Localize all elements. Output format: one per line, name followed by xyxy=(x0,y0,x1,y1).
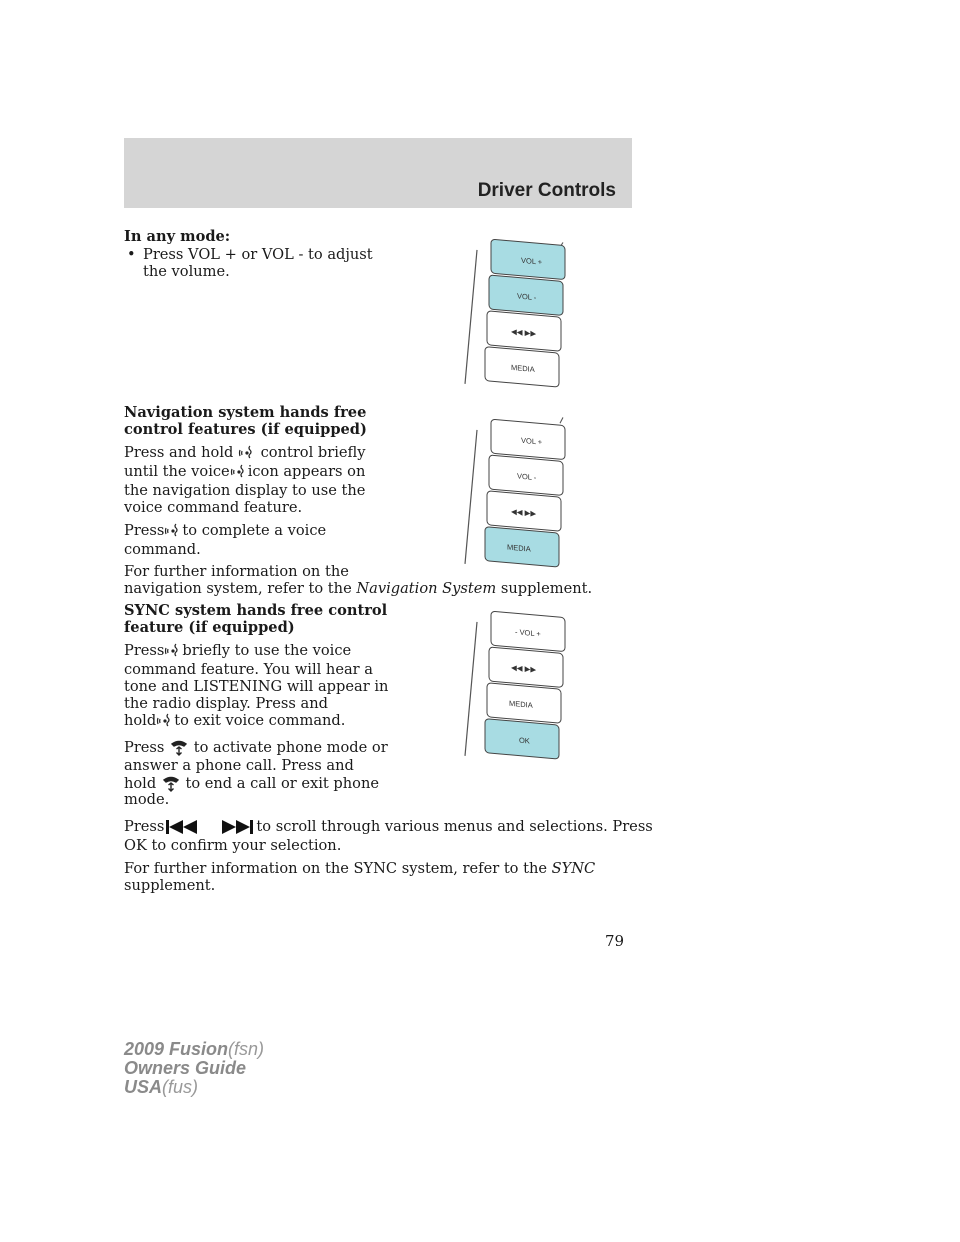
sync-line-11: OK to confirm your selection. xyxy=(124,837,342,854)
svg-text:MEDIA: MEDIA xyxy=(509,698,533,710)
voice-icon xyxy=(156,712,174,730)
sync-line-12: For further information on the SYNC system, refer to the SYNC xyxy=(124,860,596,877)
nav-line-7: For further information on the xyxy=(124,563,349,580)
nav-line-2: until the voice icon appears on xyxy=(124,463,366,480)
any-mode-line-1: Press VOL + or VOL - to adjust xyxy=(143,246,373,263)
nav-line-6: command. xyxy=(124,541,201,558)
sync-line-6: Press to activate phone mode or xyxy=(124,739,388,756)
page-number: 79 xyxy=(605,932,625,950)
svg-text:VOL +: VOL + xyxy=(521,255,543,267)
sync-line-5: hold to exit voice command. xyxy=(124,712,346,729)
sync-heading-2: feature (if equipped) xyxy=(124,619,295,636)
svg-text:VOL -: VOL - xyxy=(517,471,537,483)
nav-heading-2: control features (if equipped) xyxy=(124,421,367,438)
sync-line-1: Press briefly to use the voice xyxy=(124,642,352,659)
any-mode-line-2: the volume. xyxy=(143,263,230,280)
nav-heading-1: Navigation system hands free xyxy=(124,404,367,421)
seek-arrows-icon xyxy=(164,818,256,836)
steering-controls-illustration-sync xyxy=(455,600,575,762)
sync-line-2: command feature. You will hear a xyxy=(124,661,373,678)
nav-line-4: voice command feature. xyxy=(124,499,303,516)
header-band xyxy=(124,138,632,208)
phone-icon xyxy=(169,738,189,758)
svg-text:OK: OK xyxy=(519,735,530,746)
nav-line-3: the navigation display to use the xyxy=(124,482,366,499)
steering-controls-illustration-vol xyxy=(455,228,575,388)
svg-text:VOL -: VOL - xyxy=(517,291,537,303)
svg-text:◀◀ ▶▶: ◀◀ ▶▶ xyxy=(511,506,537,519)
sync-line-3: tone and LISTENING will appear in xyxy=(124,678,389,695)
footer: 2009 Fusion(fsn) Owners Guide USA(fus) xyxy=(124,1039,265,1097)
svg-text:MEDIA: MEDIA xyxy=(511,362,535,374)
svg-text:◀◀ ▶▶: ◀◀ ▶▶ xyxy=(511,662,537,675)
section-title: Driver Controls xyxy=(477,180,616,201)
bullet: • xyxy=(127,246,136,263)
sync-line-9: mode. xyxy=(124,791,170,808)
steering-controls-illustration-nav xyxy=(455,408,575,570)
voice-icon xyxy=(238,444,256,462)
any-mode-heading: In any mode: xyxy=(124,228,231,245)
sync-line-10: Press to scroll through various menus and selections. Press xyxy=(124,818,653,835)
svg-text:◀◀ ▶▶: ◀◀ ▶▶ xyxy=(511,326,537,339)
svg-text:MEDIA: MEDIA xyxy=(507,542,531,554)
voice-icon xyxy=(164,522,182,540)
nav-line-5: Press to complete a voice xyxy=(124,522,327,539)
nav-line-8: navigation system, refer to the Navigation System supplement. xyxy=(124,580,593,597)
sync-line-4: the radio display. Press and xyxy=(124,695,328,712)
svg-text:- VOL +: - VOL + xyxy=(515,627,541,639)
nav-line-1: Press and hold control briefly xyxy=(124,444,366,461)
voice-icon xyxy=(164,642,182,660)
sync-line-7: answer a phone call. Press and xyxy=(124,757,354,774)
svg-text:VOL +: VOL + xyxy=(521,435,543,447)
sync-line-8: hold to end a call or exit phone xyxy=(124,775,379,792)
sync-line-13: supplement. xyxy=(124,877,216,894)
voice-icon xyxy=(230,463,248,481)
sync-heading-1: SYNC system hands free control xyxy=(124,602,388,619)
